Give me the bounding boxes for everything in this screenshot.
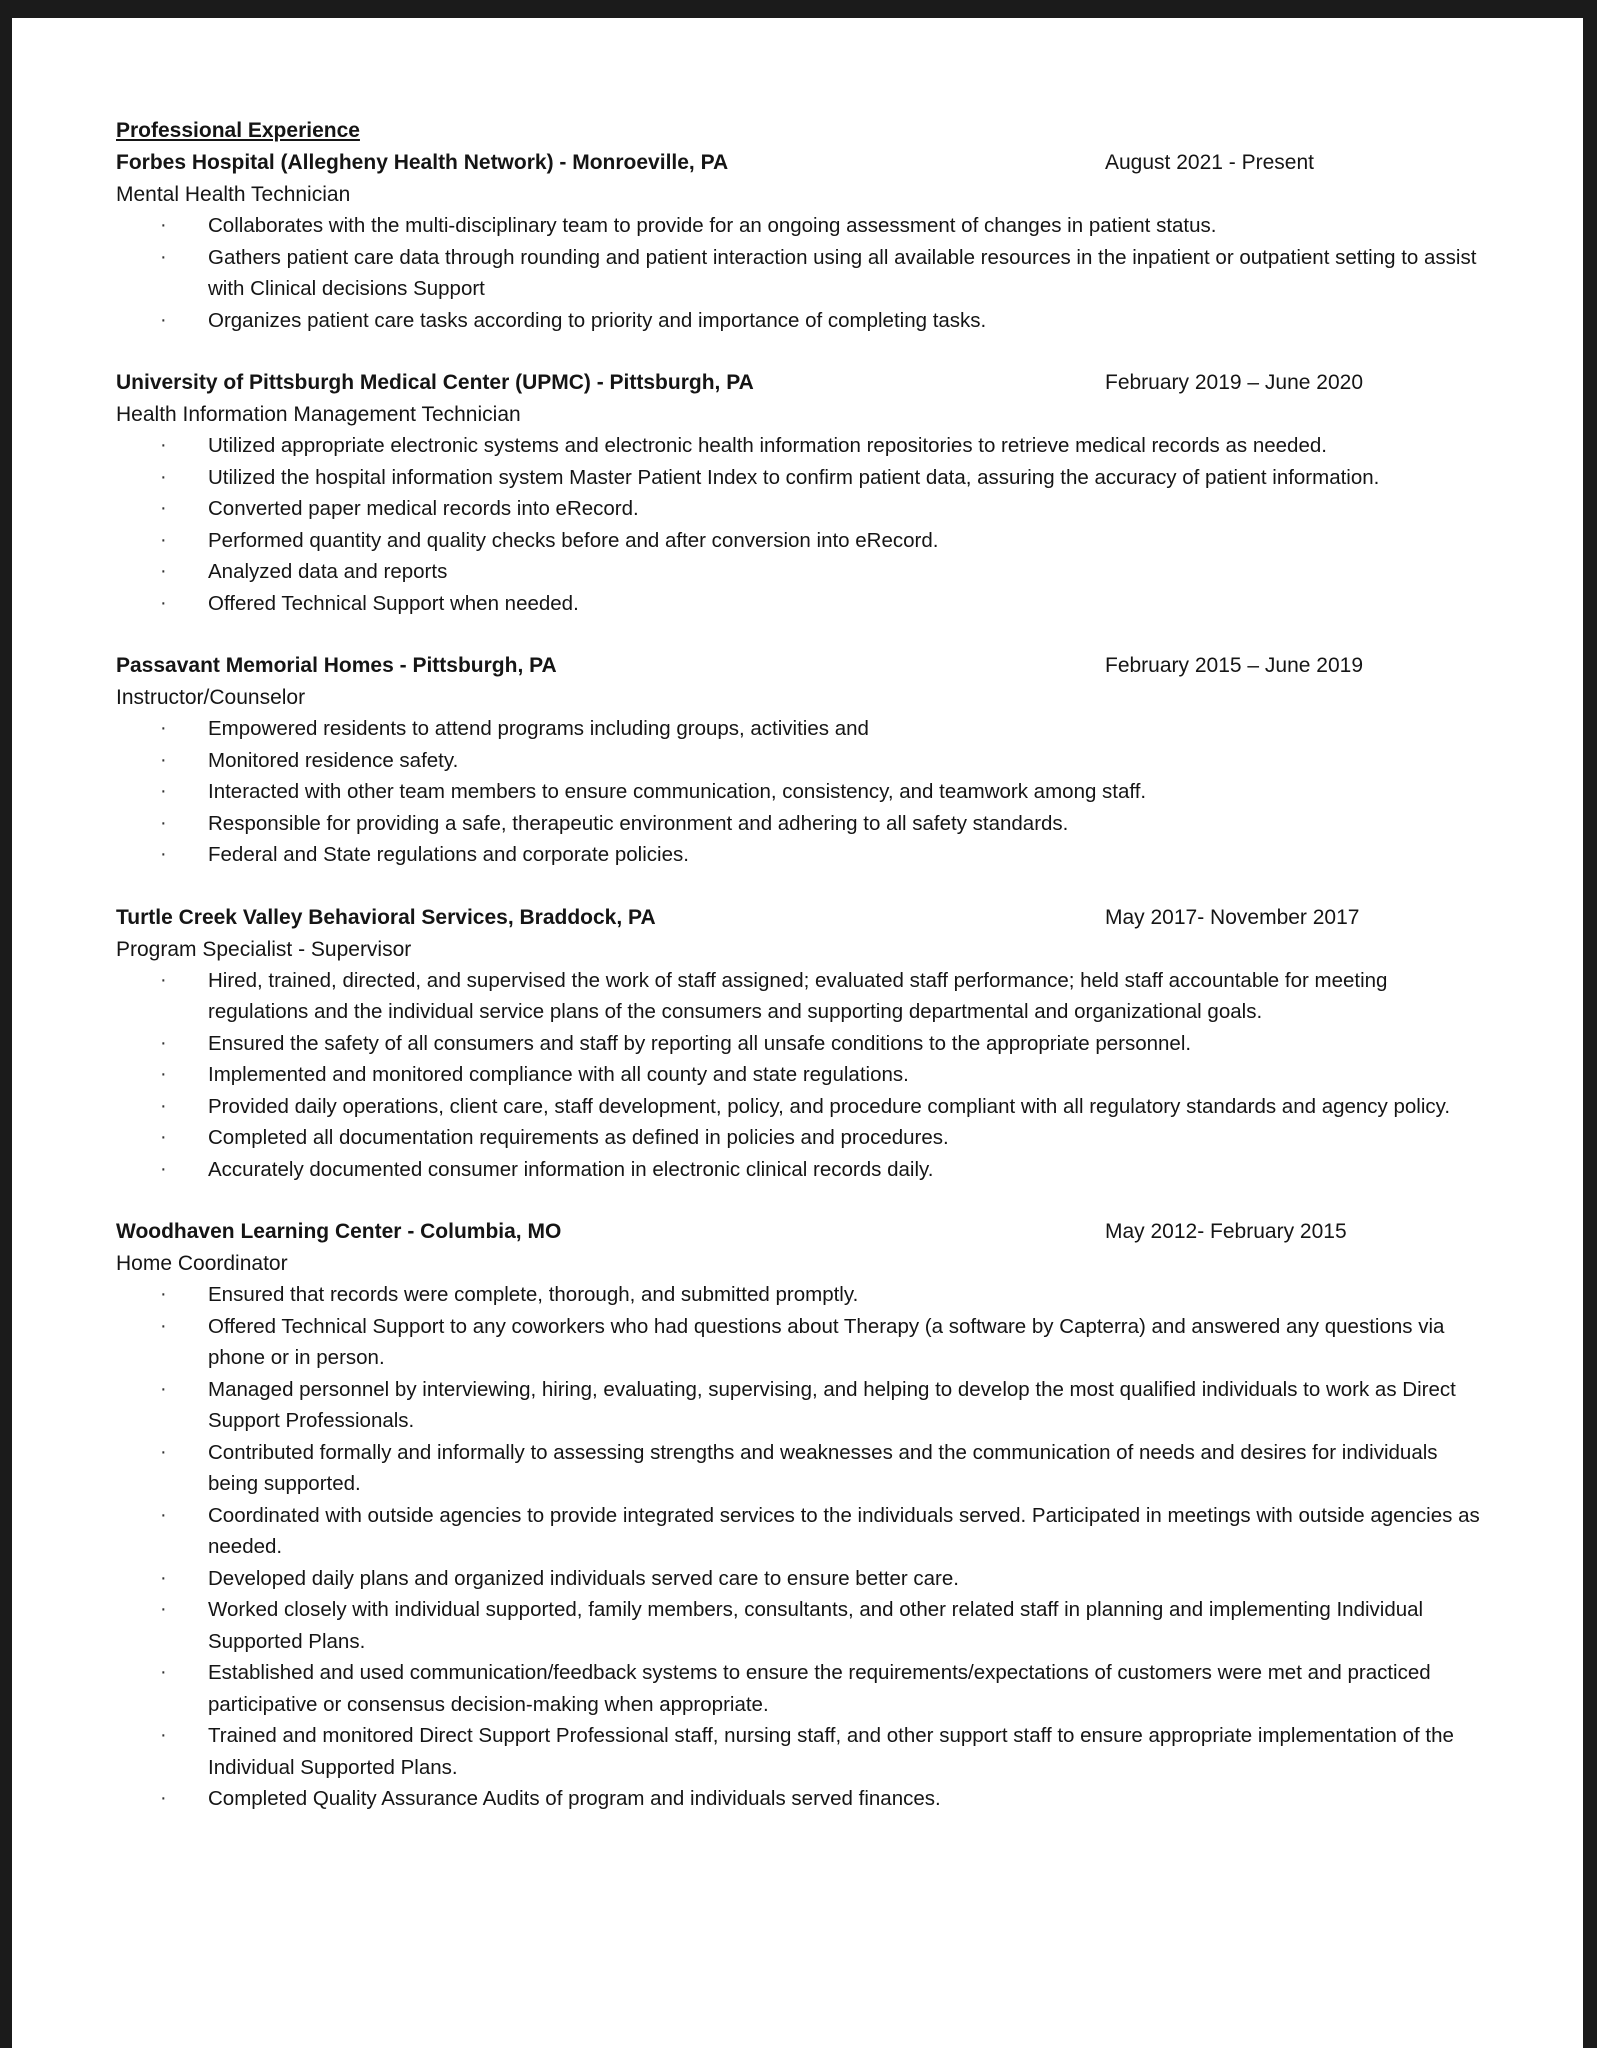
- responsibility-list: [116, 210, 1483, 336]
- job-title: Home Coordinator: [116, 1252, 288, 1275]
- job-title: Mental Health Technician: [116, 183, 351, 206]
- responsibility-item: · Completed Quality Assurance Audits of program and individuals served finances.: [116, 1783, 1483, 1815]
- employer-name: Woodhaven Learning Center - Columbia, MO: [116, 1220, 562, 1243]
- responsibility-item: · Accurately documented consumer information in electronic clinical records daily.: [116, 1154, 1483, 1186]
- responsibility-item: · Collaborates with the multi-disciplinary team to provide for an ongoing assessment of changes in patient status.: [116, 210, 1483, 242]
- job-entry: [116, 367, 1483, 619]
- responsibility-item: · Organizes patient care tasks according to priority and importance of completing tasks.: [116, 305, 1483, 337]
- responsibility-list: [116, 1279, 1483, 1815]
- job-title: Health Information Management Technician: [116, 403, 521, 426]
- job-title: Instructor/Counselor: [116, 686, 306, 709]
- responsibility-item: · Ensured that records were complete, thorough, and submitted promptly.: [116, 1279, 1483, 1311]
- responsibility-item: · Utilized appropriate electronic systems and electronic health information repositories to retrieve medical records as needed.: [116, 430, 1483, 462]
- job-header: [116, 147, 1483, 179]
- responsibility-item: · Federal and State regulations and corporate policies.: [116, 839, 1483, 871]
- job-header: [116, 902, 1483, 934]
- responsibility-item: · Empowered residents to attend programs including groups, activities and: [116, 713, 1483, 745]
- responsibility-item: · Established and used communication/feedback systems to ensure the requirements/expectations of customers were met and practiced participative or consensus decision-making when appropriate.: [116, 1657, 1483, 1720]
- employment-dates: August 2021 - Present: [1105, 151, 1314, 174]
- employment-dates: February 2019 – June 2020: [1105, 371, 1364, 394]
- responsibility-item: · Contributed formally and informally to assessing strengths and weaknesses and the communication of needs and desires for individuals being supported.: [116, 1437, 1483, 1500]
- responsibility-item: · Hired, trained, directed, and supervised the work of staff assigned; evaluated staff performance; held staff accountable for meeting regulations and the individual service plans of the consumers and supporting departmental and organizational goals.: [116, 965, 1483, 1028]
- responsibility-item: · Interacted with other team members to ensure communication, consistency, and teamwork among staff.: [116, 776, 1483, 808]
- responsibility-item: · Performed quantity and quality checks before and after conversion into eRecord.: [116, 525, 1483, 557]
- responsibility-item: · Coordinated with outside agencies to provide integrated services to the individuals served. Participated in meetings with outside agencies as needed.: [116, 1500, 1483, 1563]
- job-header: [116, 367, 1483, 399]
- responsibility-item: · Managed personnel by interviewing, hiring, evaluating, supervising, and helping to develop the most qualified individuals to work as Direct Support Professionals.: [116, 1374, 1483, 1437]
- job-entry: [116, 1216, 1483, 1815]
- job-title: Program Specialist - Supervisor: [116, 937, 412, 961]
- responsibility-item: · Gathers patient care data through rounding and patient interaction using all available resources in the inpatient or outpatient setting to assist with Clinical decisions Support: [116, 242, 1483, 305]
- job-entry: [116, 147, 1483, 336]
- responsibility-item: · Worked closely with individual supported, family members, consultants, and other related staff in planning and implementing Individual Supported Plans.: [116, 1594, 1483, 1657]
- employer-name: Forbes Hospital (Allegheny Health Network) - Monroeville, PA: [116, 151, 729, 174]
- employer-name: Turtle Creek Valley Behavioral Services, Braddock, PA: [116, 905, 656, 929]
- responsibility-list: [116, 713, 1483, 871]
- employment-dates: May 2017- November 2017: [1105, 905, 1360, 929]
- responsibility-item: · Responsible for providing a safe, therapeutic environment and adhering to all safety standards.: [116, 808, 1483, 840]
- employment-dates: May 2012- February 2015: [1105, 1220, 1347, 1243]
- employment-dates: February 2015 – June 2019: [1105, 654, 1364, 677]
- responsibility-item: · Offered Technical Support when needed.: [116, 588, 1483, 620]
- job-header: [116, 650, 1483, 682]
- responsibility-item: · Ensured the safety of all consumers and staff by reporting all unsafe conditions to the appropriate personnel.: [116, 1028, 1483, 1060]
- responsibility-list: [116, 965, 1483, 1186]
- responsibility-item: · Completed all documentation requirements as defined in policies and procedures.: [116, 1122, 1483, 1154]
- employer-name: University of Pittsburgh Medical Center (UPMC) - Pittsburgh, PA: [116, 371, 754, 394]
- responsibility-item: · Trained and monitored Direct Support Professional staff, nursing staff, and other support staff to ensure appropriate implementation of the Individual Supported Plans.: [116, 1720, 1483, 1783]
- resume-page: [12, 18, 1583, 2048]
- job-entry: [116, 650, 1483, 871]
- experience-list: [116, 147, 1483, 1815]
- responsibility-item: · Provided daily operations, client care, staff development, policy, and procedure compliant with all regulatory standards and agency policy.: [116, 1091, 1483, 1123]
- responsibility-item: · Monitored residence safety.: [116, 745, 1483, 777]
- responsibility-item: · Analyzed data and reports: [116, 556, 1483, 588]
- job-header: [116, 1216, 1483, 1248]
- section-heading: Professional Experience: [116, 119, 360, 142]
- responsibility-item: · Utilized the hospital information system Master Patient Index to confirm patient data, assuring the accuracy of patient information.: [116, 462, 1483, 494]
- job-entry: [116, 902, 1483, 1186]
- responsibility-item: · Implemented and monitored compliance with all county and state regulations.: [116, 1059, 1483, 1091]
- responsibility-item: · Converted paper medical records into eRecord.: [116, 493, 1483, 525]
- employer-name: Passavant Memorial Homes - Pittsburgh, PA: [116, 654, 557, 677]
- responsibility-item: · Developed daily plans and organized individuals served care to ensure better care.: [116, 1563, 1483, 1595]
- responsibility-item: · Offered Technical Support to any coworkers who had questions about Therapy (a software by Capterra) and answered any questions via phone or in person.: [116, 1311, 1483, 1374]
- responsibility-list: [116, 430, 1483, 619]
